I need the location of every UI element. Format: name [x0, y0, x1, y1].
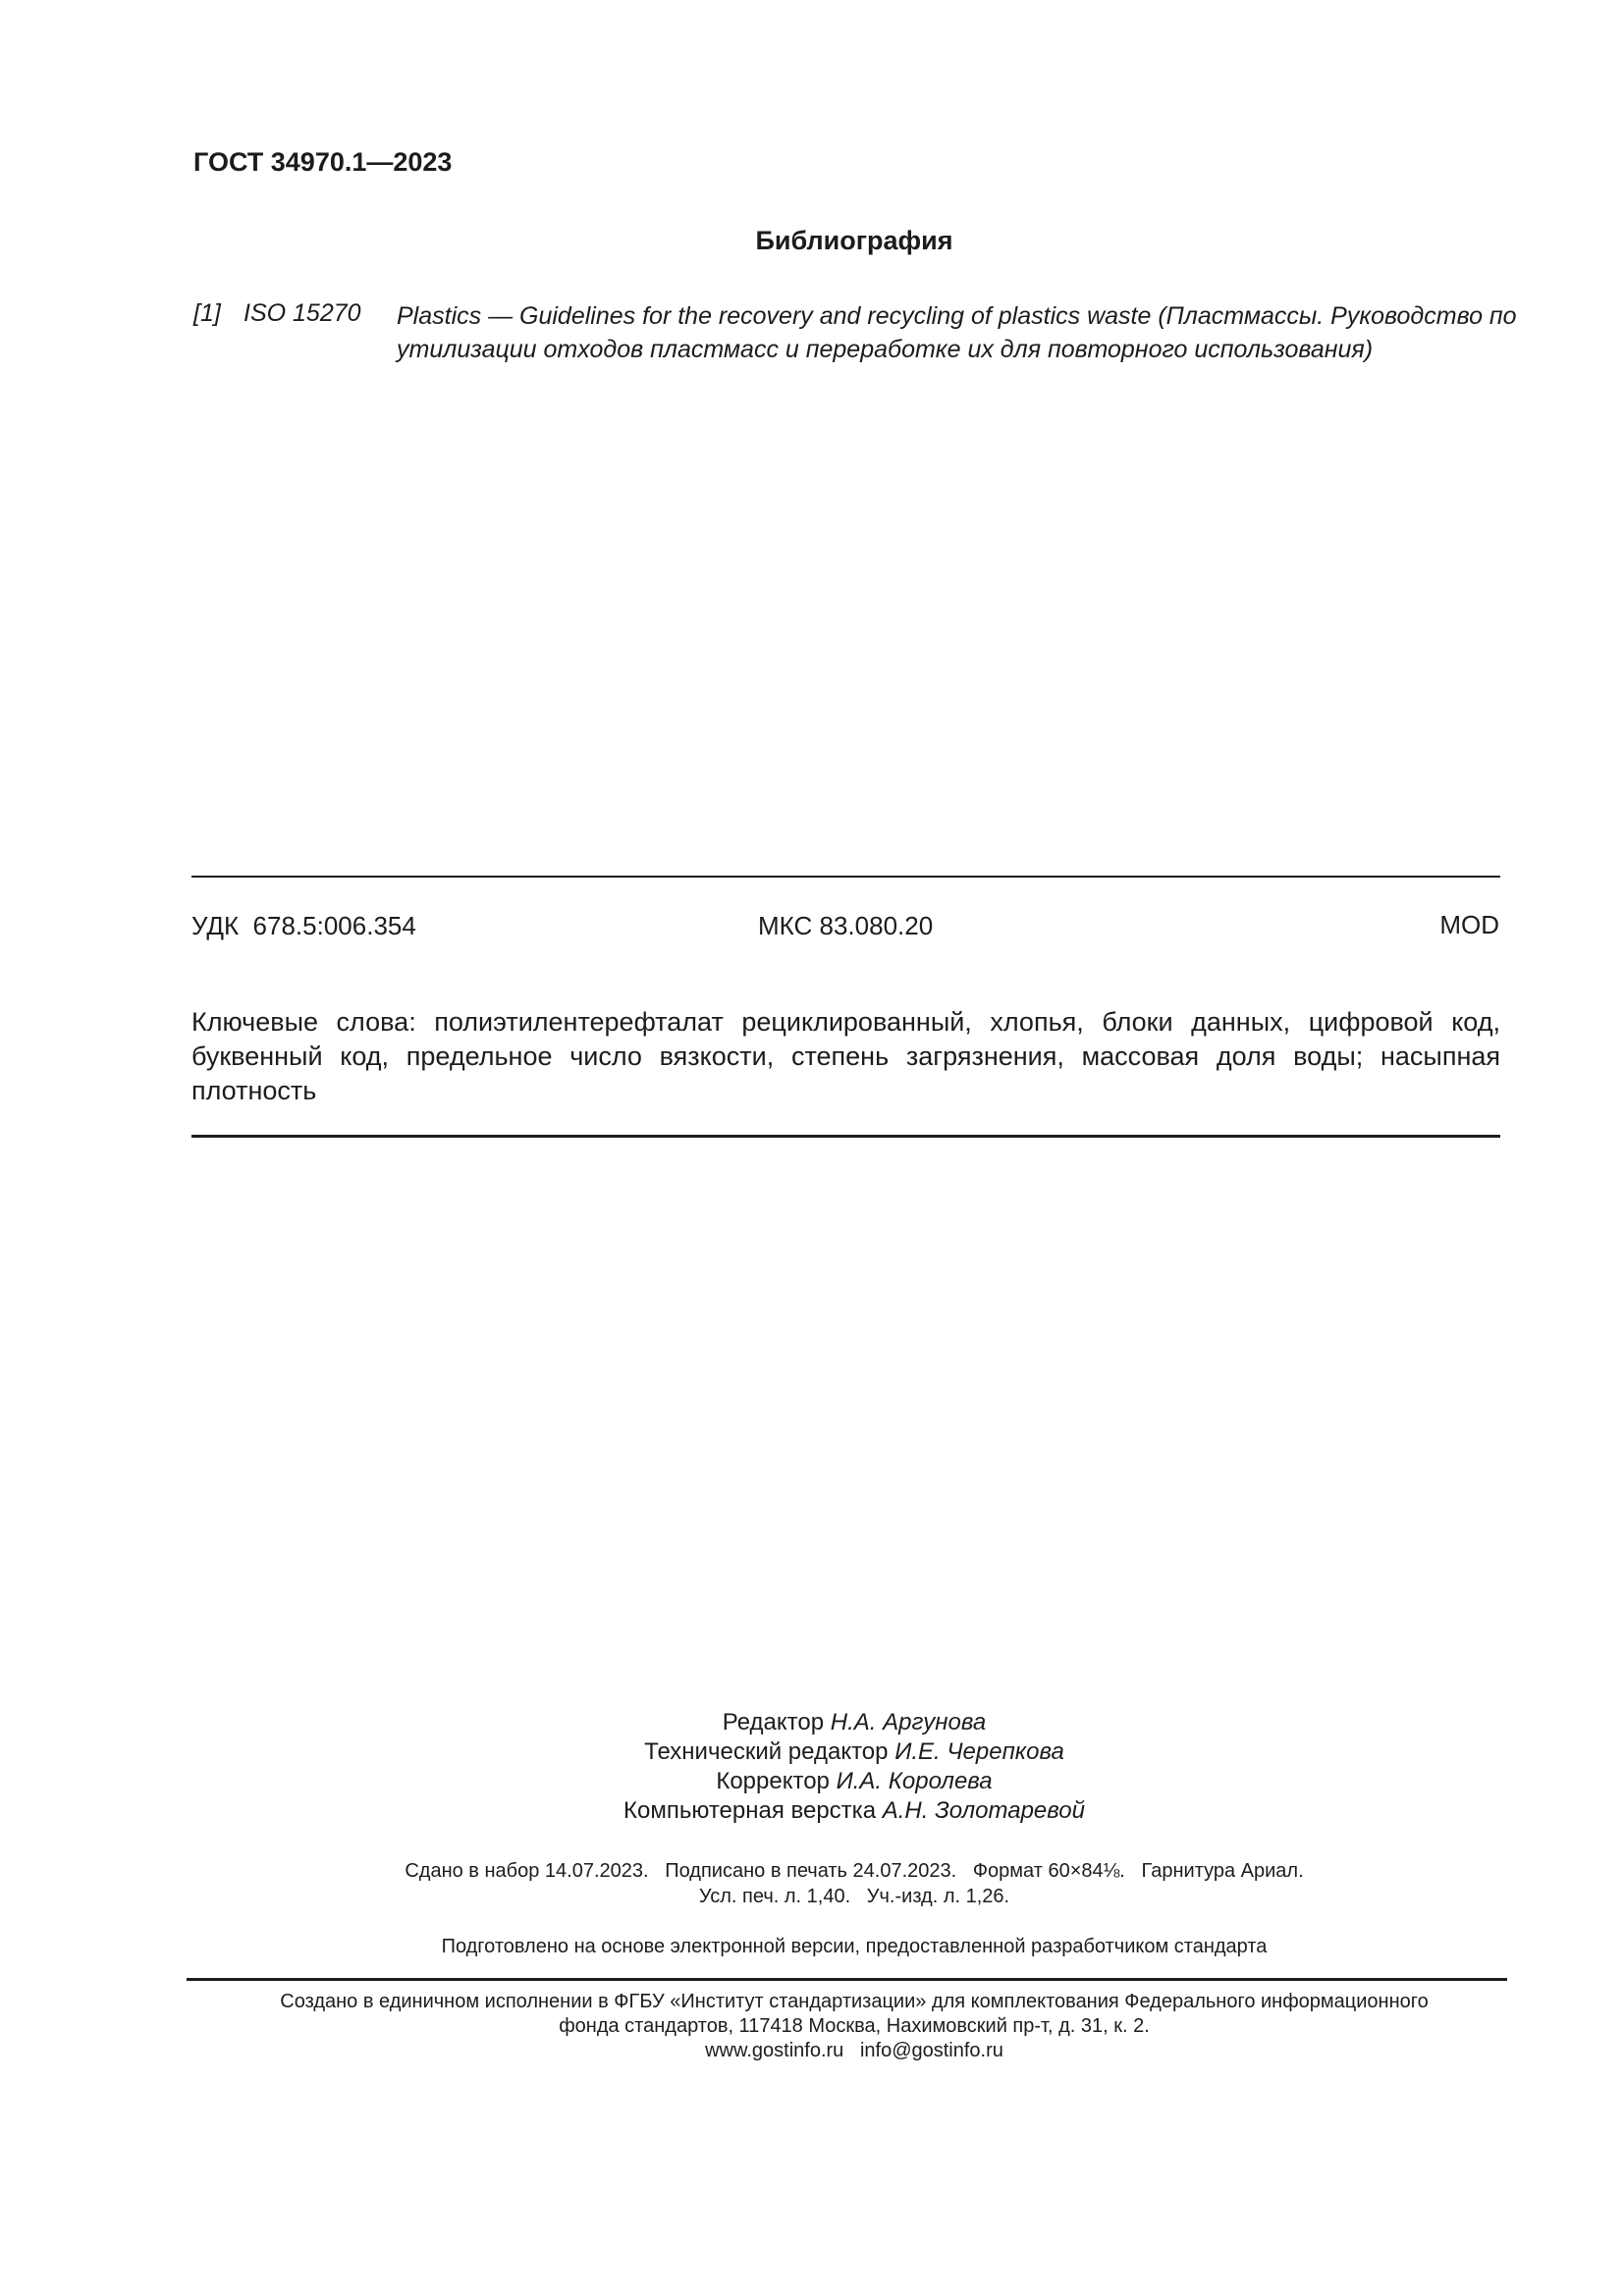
divider-bottom — [187, 1978, 1507, 1981]
print-info-line: Усл. печ. л. 1,40. Уч.-изд. л. 1,26. — [698, 1886, 1010, 1907]
print-info — [0, 1858, 1624, 1909]
udk-code: УДК 678.5:006.354 — [191, 911, 416, 940]
credit-role: Компьютерная верстка — [623, 1797, 877, 1824]
credit-name: А.Н. Золотаревой — [882, 1797, 1085, 1824]
credit-layout — [0, 1796, 1624, 1826]
bibliography-entry-text: Plastics — Guidelines for the recovery and recycling of plastics waste (Пластмассы. Руководство по утилизации отходов пластмасс и переработке их для повторного использования) — [397, 302, 1517, 363]
credit-proofreader — [0, 1767, 1624, 1796]
divider-top — [191, 876, 1500, 878]
mks-code: МКС 83.080.20 — [758, 911, 934, 940]
credit-role: Технический редактор — [644, 1738, 889, 1765]
bibliography-entry-standard: ISO 15270 — [244, 299, 361, 327]
publisher-footer — [0, 1990, 1624, 2063]
keywords-paragraph: Ключевые слова: полиэтилентерефталат рециклированный, хлопья, блоки данных, цифровой код, буквенный код, предельное число вязкости, степень загрязнения, массовая доля воды; насыпная плотность — [191, 1007, 1500, 1105]
document-code: ГОСТ 34970.1—2023 — [193, 147, 453, 177]
credit-name: И.Е. Черепкова — [894, 1738, 1064, 1765]
credits-block — [0, 1708, 1624, 1826]
print-info-line: Сдано в набор 14.07.2023. Подписано в печать 24.07.2023. Формат 60×84⅛. Гарнитура Ариал. — [405, 1860, 1304, 1882]
prepared-note: Подготовлено на основе электронной версии, предоставленной разработчиком стандарта — [441, 1936, 1268, 1957]
bibliography-entry-number: [1] — [193, 299, 221, 327]
footer-line: фонда стандартов, 117418 Москва, Нахимовский пр-т, д. 31, к. 2. — [559, 2015, 1150, 2037]
credit-name: Н.А. Аргунова — [830, 1709, 987, 1735]
credit-role: Редактор — [722, 1709, 825, 1735]
credit-role: Корректор — [716, 1768, 830, 1794]
credit-name: И.А. Королева — [836, 1768, 993, 1794]
bibliography-title: Библиография — [755, 226, 953, 255]
mod-label: MOD — [1439, 910, 1499, 939]
credit-tech-editor — [0, 1737, 1624, 1767]
credit-editor — [0, 1708, 1624, 1737]
footer-line: Создано в единичном исполнении в ФГБУ «Институт стандартизации» для комплектования Федерального информационного — [280, 1991, 1429, 2012]
divider-middle — [191, 1135, 1500, 1138]
footer-contacts: www.gostinfo.ru info@gostinfo.ru — [705, 2040, 1003, 2061]
